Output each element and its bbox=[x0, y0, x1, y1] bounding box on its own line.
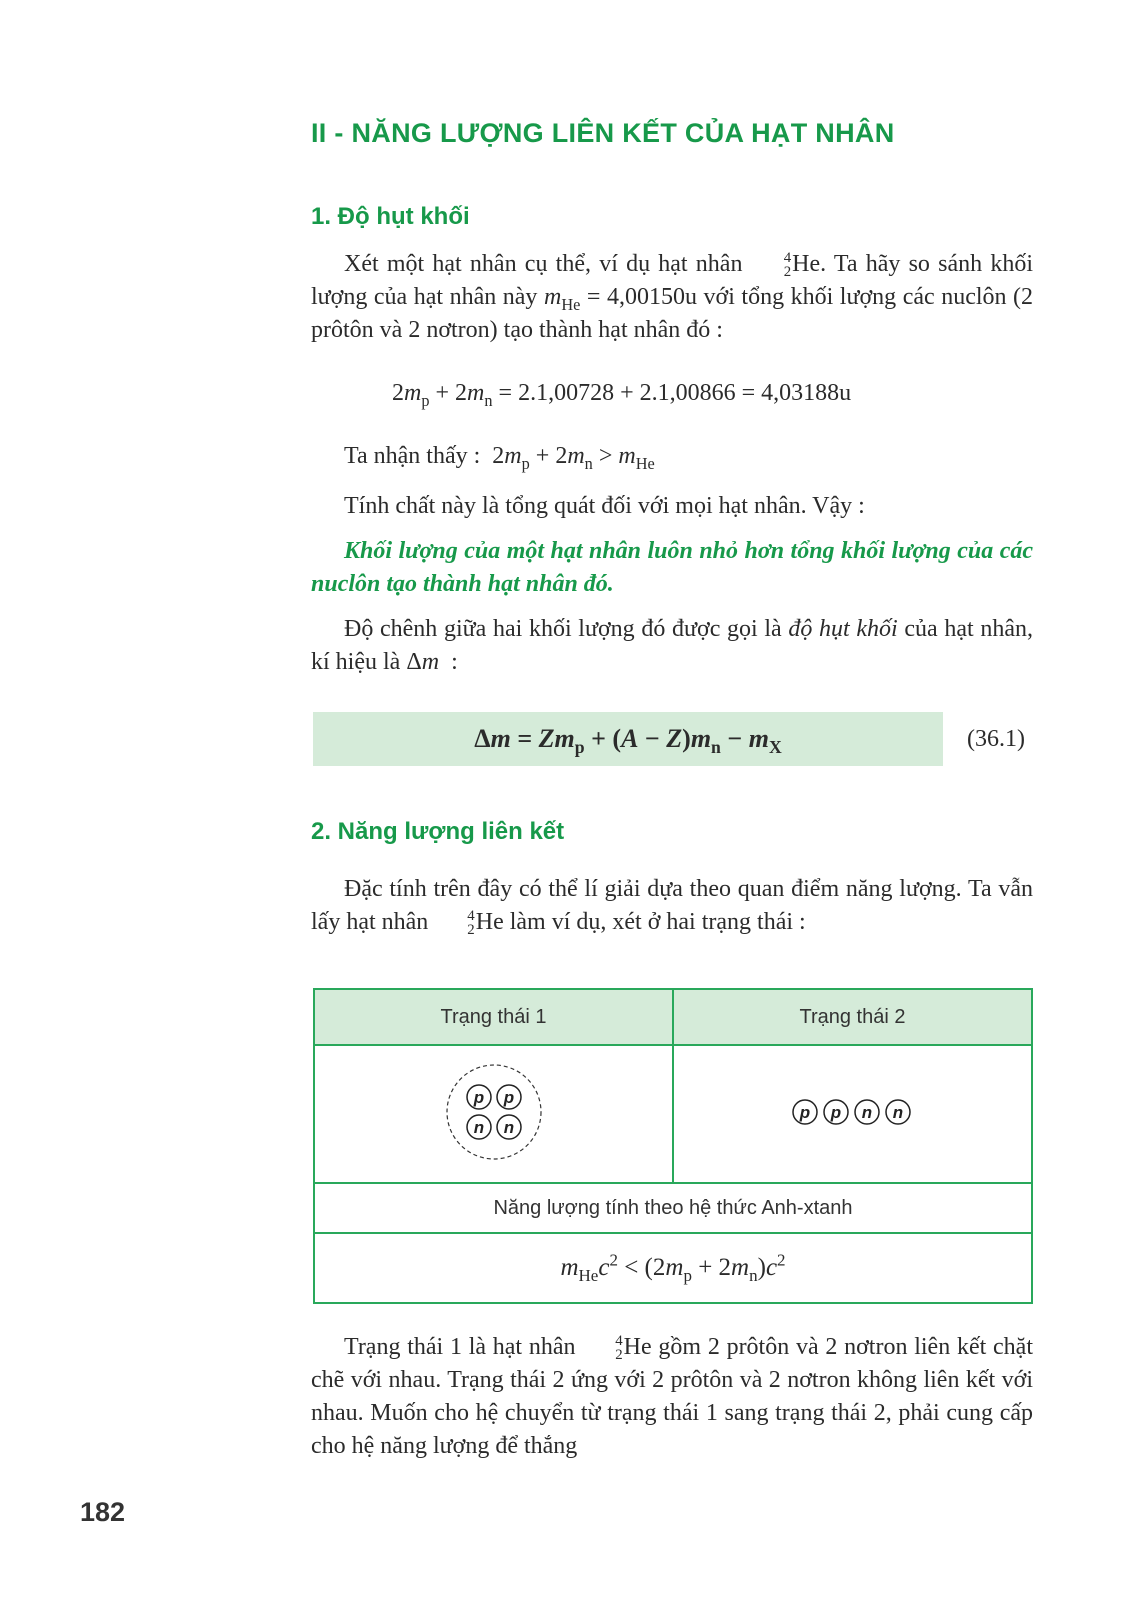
paragraph-6-part-b: gồm 2 prôtôn và 2 nơtron liên kết chặt chẽ với nhau. Trạng thái 2 ứng với 2 prôtôn và 2 nơtron không liên kết với nhau. Muốn cho hệ chuyển từ trạng thái 1 sang trạng thái 2, phải cung cấp cho hệ năng lượng để thắng bbox=[311, 1334, 1033, 1459]
mass-number: 4 bbox=[783, 250, 792, 267]
helium-mass-symbol: $m_{He}$ bbox=[543, 284, 581, 314]
state-2-header: Trạng thái 2 bbox=[673, 989, 1032, 1045]
mass-number: 4 bbox=[467, 908, 475, 925]
mass-defect-symbol: Δm : bbox=[406, 649, 458, 675]
paragraph-1-part-a: Xét một hạt nhân cụ thể, ví dụ hạt nhân bbox=[344, 251, 743, 277]
page-number: 182 bbox=[80, 1497, 126, 1527]
neutron-label: n bbox=[861, 1102, 872, 1122]
mass-defect-formula: $\Delta m = Zm_p + (A - Z)m_n - m_X$ bbox=[474, 724, 782, 758]
neutron-label: n bbox=[473, 1117, 484, 1137]
atomic-number: 2 bbox=[467, 922, 475, 939]
paragraph-4-part-b: của hạt nhân, kí hiệu là bbox=[311, 616, 1033, 675]
helium-nuclide-numbers bbox=[751, 251, 791, 279]
key-statement: Khối lượng của một hạt nhân luôn nhỏ hơn tổng khối lượng của các nuclôn tạo thành hạt nhân đó. bbox=[311, 538, 1033, 597]
equation-number: (36.1) bbox=[967, 726, 1025, 752]
paragraph-6 bbox=[311, 1331, 1033, 1463]
subsection-title-2: 2. Năng lượng liên kết bbox=[311, 818, 565, 845]
nucleus-boundary bbox=[447, 1065, 541, 1159]
paragraph-1-part-b: . Ta hãy so sánh khối lượng của hạt nhân này bbox=[311, 251, 1034, 310]
helium-nuclide-numbers bbox=[434, 909, 474, 937]
states-table bbox=[313, 988, 1033, 1304]
mass-number: 4 bbox=[615, 1333, 623, 1350]
atomic-number: 2 bbox=[615, 1347, 623, 1364]
section-title: II - NĂNG LƯỢNG LIÊN KẾT CỦA HẠT NHÂN bbox=[311, 118, 895, 148]
paragraph-1 bbox=[311, 248, 1033, 347]
atomic-number: 2 bbox=[783, 264, 792, 281]
energy-inequality: $m_{He}c^2 < (2m_p + 2m_n)c^2$ bbox=[560, 1250, 786, 1285]
neutron-label: n bbox=[503, 1117, 514, 1137]
neutron-label: n bbox=[892, 1102, 903, 1122]
paragraph-5 bbox=[311, 873, 1033, 939]
helium-symbol: He bbox=[792, 251, 821, 277]
proton-label: p bbox=[503, 1087, 514, 1107]
free-nucleons-diagram bbox=[788, 1092, 918, 1132]
helium-symbol: He bbox=[623, 1334, 652, 1360]
helium-nuclide-numbers bbox=[582, 1334, 622, 1362]
energy-inequality-cell bbox=[314, 1233, 1032, 1303]
paragraph-2 bbox=[311, 440, 1033, 473]
paragraph-5-part-b: làm ví dụ, xét ở hai trạng thái : bbox=[509, 909, 806, 935]
paragraph-6-part-a: Trạng thái 1 là hạt nhân bbox=[344, 1334, 576, 1360]
mass-defect-formula-box bbox=[313, 712, 943, 766]
mass-defect-term: độ hụt khối bbox=[788, 616, 898, 642]
paragraph-4-part-a: Độ chênh giữa hai khối lượng đó được gọi là bbox=[344, 616, 782, 642]
paragraph-2-prefix: Ta nhận thấy : bbox=[344, 443, 481, 469]
paragraph-4 bbox=[311, 613, 1033, 679]
paragraph-3: Tính chất này là tổng quát đối với mọi hạt nhân. Vậy : bbox=[344, 493, 865, 519]
proton-label: p bbox=[830, 1102, 841, 1122]
helium-symbol: He bbox=[475, 909, 504, 935]
paragraph-5-part-a: Đặc tính trên đây có thể lí giải dựa theo quan điểm năng lượng. Ta vẫn lấy hạt nhân bbox=[311, 876, 1033, 935]
inequality-mass: $2m_p + 2m_n > m_{He}$ bbox=[492, 443, 655, 473]
bound-nucleus-diagram bbox=[439, 1057, 549, 1167]
paragraph-1-part-c: = 4,00150u với tổng khối lượng các nuclôn (2 prôtôn và 2 nơtron) tạo thành hạt nhân đó : bbox=[311, 284, 1034, 343]
proton-label: p bbox=[473, 1087, 484, 1107]
free-nucleons-cell bbox=[673, 1045, 1032, 1183]
proton-label: p bbox=[799, 1102, 810, 1122]
state-1-header: Trạng thái 1 bbox=[314, 989, 673, 1045]
equation-nucleon-mass-values: = 2.1,00728 + 2.1,00866 = 4,03188u bbox=[498, 380, 852, 406]
bound-nucleus-cell bbox=[314, 1045, 673, 1183]
equation-nucleon-mass-sum: $2m_p + 2m_n = 2.1,00728 + 2.1,00866 = 4,03188u$ bbox=[392, 380, 852, 410]
subsection-title-1: 1. Độ hụt khối bbox=[311, 203, 470, 230]
energy-row-label: Năng lượng tính theo hệ thức Anh-xtanh bbox=[314, 1183, 1032, 1233]
